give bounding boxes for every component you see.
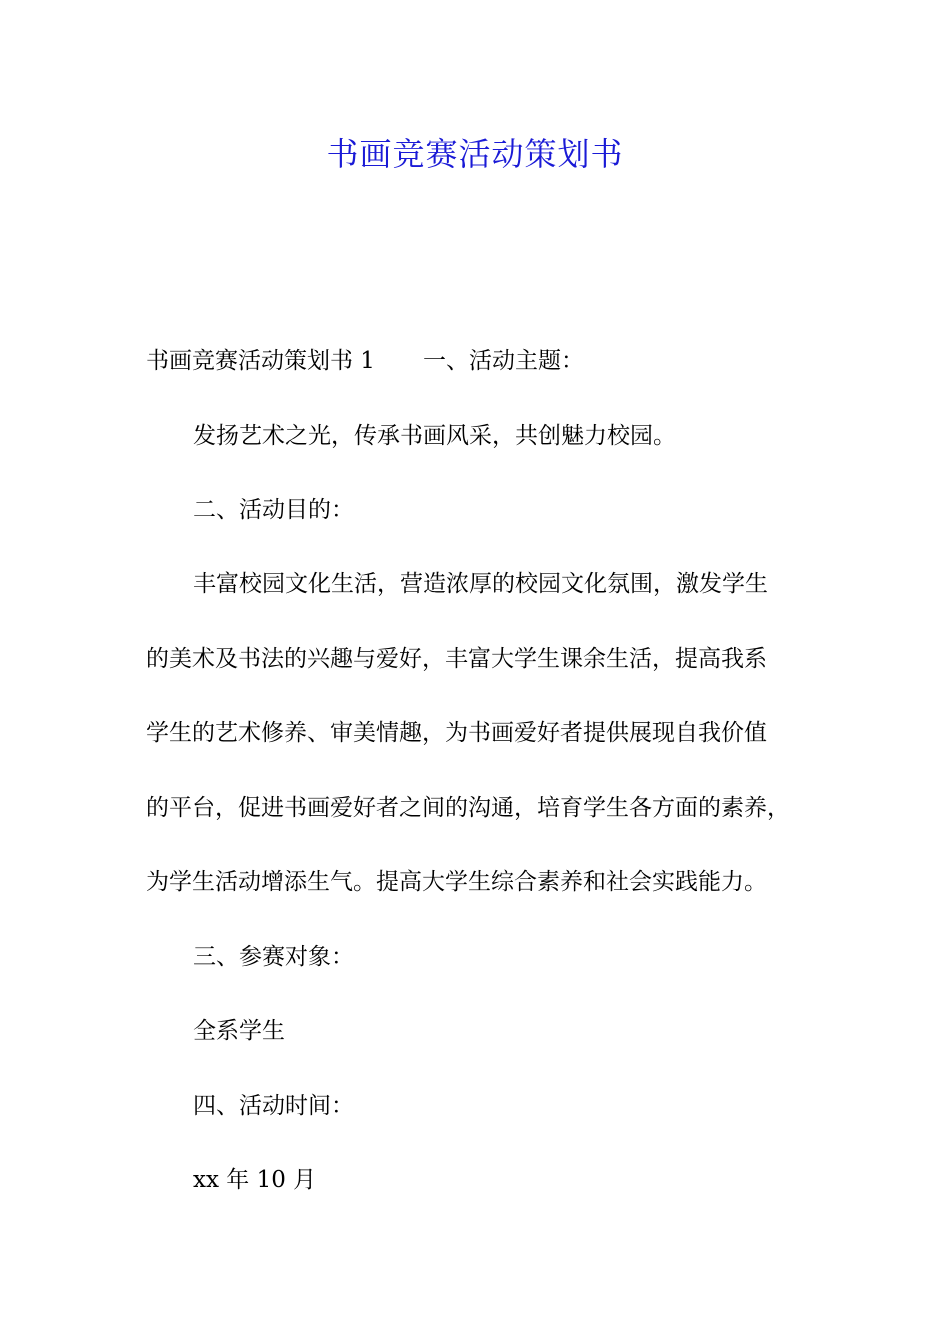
section-heading-participants: 三、参赛对象： [193, 944, 354, 970]
paragraph-line: 的平台，促进书画爱好者之间的沟通，培育学生各方面的素养， [146, 795, 790, 821]
paragraph-line: 为学生活动增添生气。提高大学生综合素养和社会实践能力。 [146, 869, 767, 895]
section-heading-purpose: 二、活动目的： [193, 497, 354, 523]
heading-text: 一、活动主题： [422, 348, 584, 374]
document-subtitle: 书画竞赛活动策划书 1 [146, 348, 375, 374]
paragraph-line: 丰富校园文化生活，营造浓厚的校园文化氛围，激发学生 [193, 571, 768, 597]
section-heading-time: 四、活动时间： [193, 1093, 354, 1119]
section-heading-theme [146, 345, 836, 377]
paragraph-line: 的美术及书法的兴趣与爱好，丰富大学生课余生活，提高我系 [146, 646, 767, 672]
paragraph-line: 学生的艺术修养、审美情趣，为书画爱好者提供展现自我价值 [146, 720, 767, 746]
paragraph-theme: 发扬艺术之光，传承书画风采，共创魅力校园。 [193, 423, 676, 449]
page-title: 书画竞赛活动策划书 [326, 135, 624, 173]
paragraph-participants: 全系学生 [193, 1018, 285, 1044]
paragraph-time: xx 年 10 月 [193, 1167, 317, 1193]
